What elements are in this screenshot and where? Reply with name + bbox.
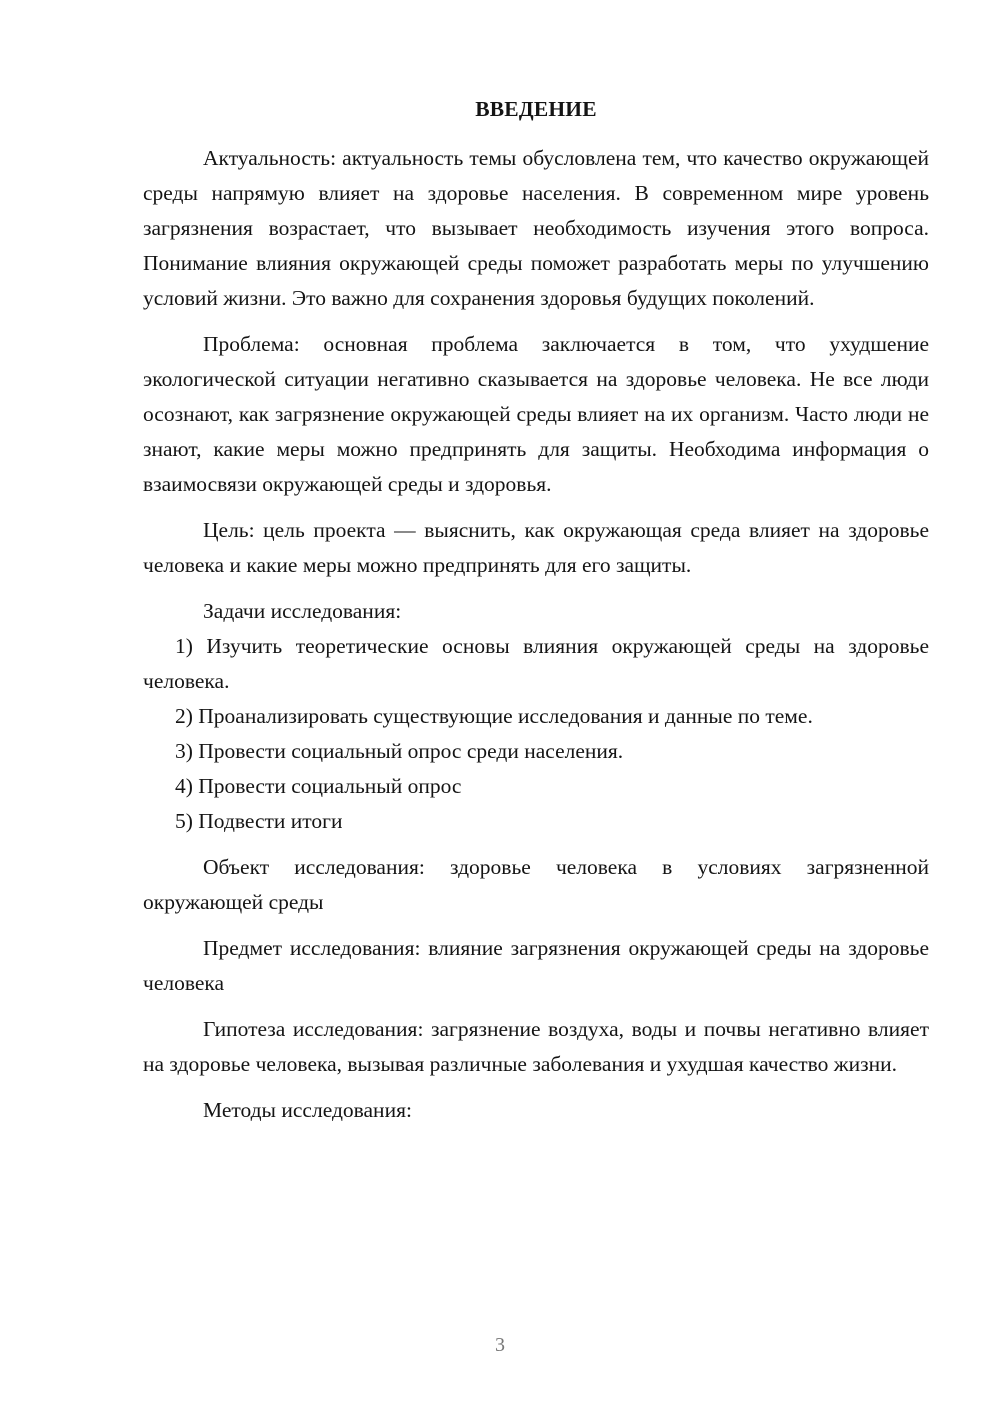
goal-paragraph: Цель: цель проекта — выяснить, как окружающая среда влияет на здоровье человека и какие меры можно предпринять для его защиты. <box>143 518 929 577</box>
task-item: 3) Провести социальный опрос среди населения. <box>175 739 624 763</box>
task-item: 2) Проанализировать существующие исследования и данные по теме. <box>175 704 813 728</box>
problem-paragraph: Проблема: основная проблема заключается в том, что ухудшение экологической ситуации негативно сказывается на здоровье человека. Не все люди осознают, как загрязнение окружающей среды влияет на их организм. Часто люди не знают, какие меры можно предпринять для защиты. Необходима информация о взаимосвязи окружающей среды и здоровья. <box>143 332 929 496</box>
page-body <box>143 92 929 1128</box>
relevance-paragraph: Актуальность: актуальность темы обусловлена тем, что качество окружающей среды напрямую влияет на здоровье населения. В современном мире уровень загрязнения возрастает, что вызывает необходимость изучения этого вопроса. Понимание влияния окружающей среды поможет разработать меры по улучшению условий жизни. Это важно для сохранения здоровья будущих поколений. <box>143 146 929 310</box>
task-item: 1) Изучить теоретические основы влияния окружающей среды на здоровье человека. <box>143 634 929 693</box>
subject-paragraph: Предмет исследования: влияние загрязнения окружающей среды на здоровье человека <box>143 936 929 995</box>
methods-heading: Методы исследования: <box>203 1098 412 1122</box>
object-paragraph: Объект исследования: здоровье человека в условиях загрязненной окружающей среды <box>143 855 929 914</box>
tasks-heading: Задачи исследования: <box>203 599 402 623</box>
task-item: 4) Провести социальный опрос <box>175 774 462 798</box>
task-item: 5) Подвести итоги <box>175 809 343 833</box>
hypothesis-paragraph: Гипотеза исследования: загрязнение воздуха, воды и почвы негативно влияет на здоровье человека, вызывая различные заболевания и ухудшая качество жизни. <box>143 1017 929 1076</box>
page-number: 3 <box>495 1334 505 1356</box>
page-title: ВВЕДЕНИЕ <box>475 97 597 121</box>
